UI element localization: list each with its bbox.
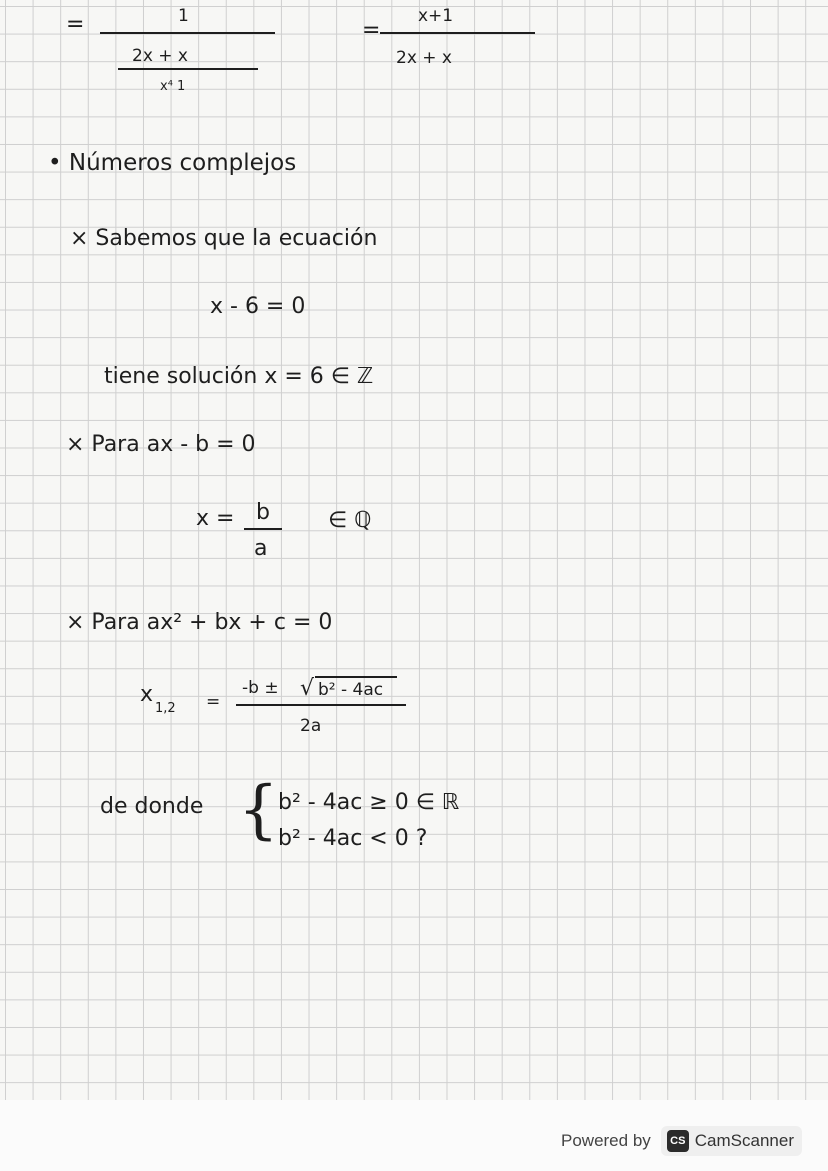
fraction-bar: [118, 68, 258, 70]
brand-badge: [661, 1126, 802, 1156]
fraction-numerator: b: [256, 500, 270, 525]
fraction-denominator: 2x + x: [396, 48, 452, 68]
section-title: • Números complejos: [48, 150, 297, 176]
fraction-bar: [244, 528, 282, 530]
equation-lhs: x =: [196, 506, 235, 531]
fraction-numerator: 1: [178, 6, 189, 26]
equals-sign: =: [66, 12, 85, 37]
powered-by-text: Powered by: [561, 1131, 651, 1150]
equals-sign: =: [206, 692, 221, 712]
case-line: b² - 4ac < 0 ?: [278, 826, 428, 851]
fraction-bar: [236, 704, 406, 706]
fraction-denominator: 2x + x: [132, 46, 188, 66]
fraction-denominator: a: [254, 536, 268, 561]
equals-sign: =: [362, 18, 381, 43]
brace-icon: {: [238, 773, 279, 847]
note-line: de donde: [100, 794, 204, 819]
sqrt-icon: √: [300, 676, 315, 701]
quadratic-lhs: x: [140, 682, 154, 707]
case-line: b² - 4ac ≥ 0 ∈ ℝ: [278, 790, 460, 815]
camscanner-logo-icon: CS: [667, 1130, 689, 1152]
fraction-subterm: x⁴ 1: [160, 79, 186, 94]
fraction-numerator: x+1: [418, 6, 454, 26]
quadratic-radicand: b² - 4ac: [318, 680, 384, 700]
sqrt-vinculum: [315, 676, 397, 678]
quadratic-subscript: 1,2: [155, 701, 176, 716]
fraction-bar: [380, 32, 535, 34]
brand-name: CamScanner: [694, 1131, 794, 1150]
note-line: × Para ax - b = 0: [66, 432, 256, 457]
fraction-bar: [100, 32, 275, 34]
quadratic-denominator: 2a: [300, 716, 322, 736]
equation: x - 6 = 0: [210, 294, 306, 319]
scanner-watermark: [561, 1124, 802, 1158]
number-set: ∈ ℚ: [328, 508, 372, 533]
note-line: × Sabemos que la ecuación: [70, 226, 378, 251]
quadratic-numerator-prefix: -b ±: [242, 678, 279, 698]
note-line: × Para ax² + bx + c = 0: [66, 610, 333, 635]
note-line: tiene solución x = 6 ∈ ℤ: [104, 364, 374, 389]
